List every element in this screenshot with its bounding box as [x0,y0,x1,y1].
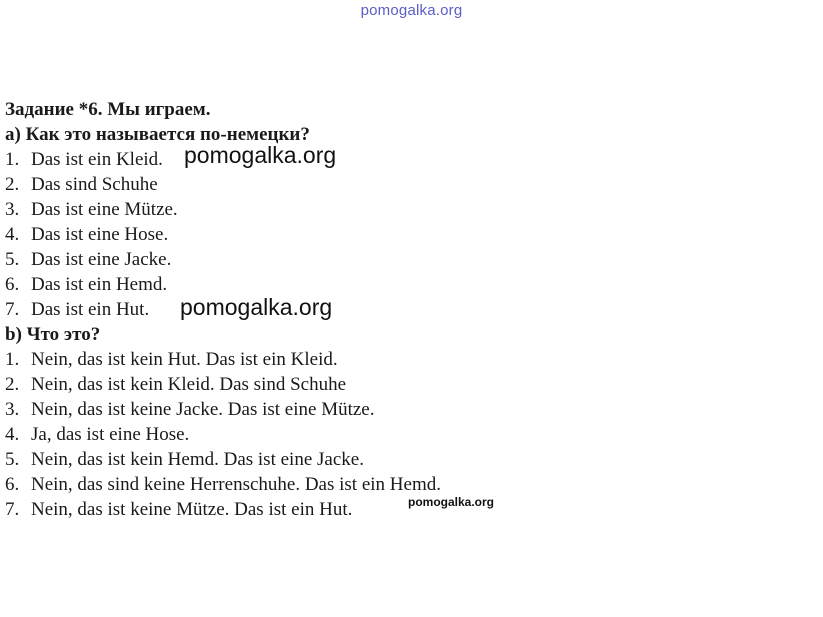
item-text: Das ist eine Mütze. [31,199,178,220]
item-text: Nein, das ist keine Mütze. Das ist ein Hut. [31,499,353,520]
list-item [5,372,441,397]
item-text: Nein, das ist kein Kleid. Das sind Schuhe [31,374,347,395]
item-number: 3. [5,399,20,420]
watermark-overlay: pomogalka.org [184,142,337,168]
list-item [5,172,441,197]
section-a-title: a) Как это называется по-немецки? [5,124,310,145]
item-text: Nein, das sind keine Herrenschuhe. Das ist ein Hemd. [31,474,441,495]
item-text: Nein, das ist kein Hut. Das ist ein Kleid. [31,349,338,370]
item-text: Das sind Schuhe [31,174,158,195]
list-item [5,197,441,222]
list-item [5,397,441,422]
section-b-title: b) Что это? [5,324,101,345]
item-number: 2. [5,374,20,395]
item-text: Ja, das ist eine Hose. [31,424,190,445]
list-item [5,222,441,247]
item-number: 4. [5,424,20,445]
item-number: 2. [5,174,20,195]
list-item [5,347,441,372]
item-number: 7. [5,299,20,320]
item-text: Das ist ein Hemd. [31,274,168,295]
item-number: 1. [5,349,20,370]
watermark-overlay: pomogalka.org [408,495,495,509]
item-number: 7. [5,499,20,520]
list-item [5,497,441,522]
item-text: Nein, das ist keine Jacke. Das ist eine Mütze. [31,399,375,420]
list-item [5,472,441,497]
item-number: 5. [5,449,20,470]
task-title: Задание *6. Мы играем. [5,99,211,120]
item-number: 1. [5,149,20,170]
item-text: Das ist eine Hose. [31,224,169,245]
item-number: 3. [5,199,20,220]
watermark-overlay: pomogalka.org [180,294,333,320]
item-number: 4. [5,224,20,245]
item-number: 6. [5,274,20,295]
item-number: 6. [5,474,20,495]
top-watermark-link[interactable]: pomogalka.org [360,2,463,19]
list-item [5,422,441,447]
item-text: Das ist ein Hut. [31,299,150,320]
item-text: Das ist ein Kleid. [31,149,163,170]
list-item [5,447,441,472]
item-number: 5. [5,249,20,270]
list-item [5,247,441,272]
item-text: Das ist eine Jacke. [31,249,172,270]
item-text: Nein, das ist kein Hemd. Das ist eine Jacke. [31,449,364,470]
